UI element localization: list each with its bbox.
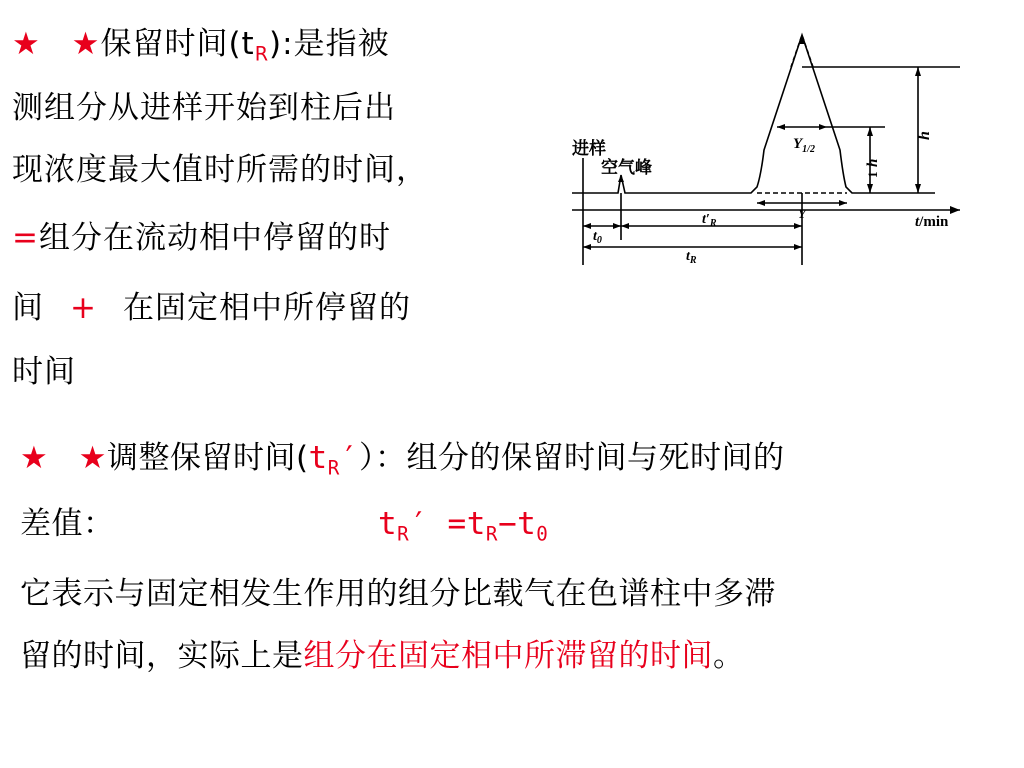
injection-label: 进样 (572, 139, 606, 158)
adjusted-line-3: 它表示与固定相发生作用的组分比载气在色谱柱中多滞 (20, 576, 776, 612)
star-icon: ★ (78, 440, 107, 476)
t0-label: $t_0$ (593, 229, 602, 246)
equals-sign: = (12, 220, 39, 256)
adjusted-line-4: 留的时间，实际上是组分在固定相中所滞留的时间。 (20, 638, 745, 674)
t-r-prime-term: $t_R'$ (308, 440, 359, 480)
highlighted-explanation: 组分在固定相中所滞留的时间 (303, 638, 713, 674)
definition-line-5: 间 + 在固定相中所停留的 (12, 290, 411, 326)
definition-line-2: 测组分从进样开始到柱后出 (12, 90, 396, 126)
star-icon: ★ (12, 26, 41, 62)
definition-line-1 (12, 18, 390, 66)
air-peak-label: 空气峰 (601, 158, 652, 177)
half-h-fraction-num: 1 (865, 171, 880, 178)
definition-line-4: =组分在流动相中停留的时 (12, 220, 391, 256)
adjusted-retention-formula: $t_R' =t_R-t_0$ (378, 506, 549, 546)
subscript-r: R (254, 42, 270, 66)
y-half-label: $Y_{1/2}$ (793, 136, 815, 155)
half-h-label: h (865, 158, 881, 167)
tr-prime-label: $t'_R$ (702, 212, 717, 229)
adjusted-line-2: 差值： (20, 506, 115, 542)
definition-line-3: 现浓度最大值时所需的时间， (12, 152, 428, 188)
tr-label: $t_R$ (686, 249, 697, 266)
definition-line-6: 时间 (12, 354, 76, 390)
plus-sign: + (70, 290, 97, 326)
chromatogram-diagram (565, 30, 965, 270)
adjusted-line-1: ★ ★调整保留时间$(t_R')$：组分的保留时间与死时间的 (20, 440, 785, 480)
h-label: h (916, 131, 933, 140)
star-icon: ★ (20, 440, 49, 476)
star-icon: ★ (71, 26, 101, 62)
time-axis-label: t/min (915, 214, 949, 230)
y-label: Y (798, 206, 806, 221)
retention-time-term: 保留时间$(t_R)$:是指被 (100, 26, 390, 66)
